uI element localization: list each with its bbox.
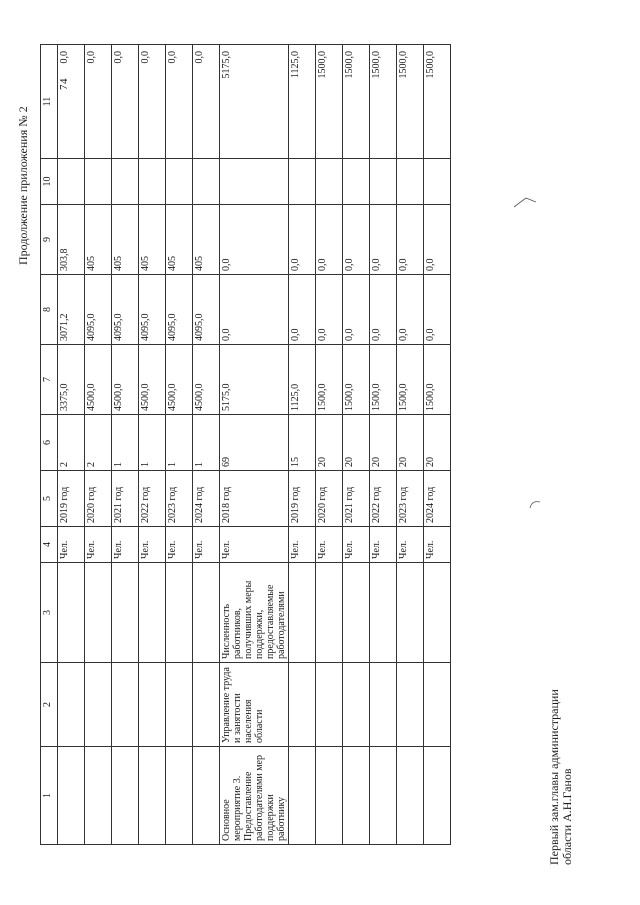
executor-cell [316,663,343,747]
executor-cell: Управление труда и занятости населения области [220,663,289,747]
table-row [112,45,139,845]
unit-cell: Чел. [58,527,85,563]
total-cell: 4500,0 [166,345,193,415]
federal-cell: 0,0 [220,275,289,345]
executor-cell [112,663,139,747]
other-cell: 0,0 [85,45,112,159]
local-cell [289,159,316,205]
pen-mark [512,190,538,210]
unit-cell: Чел. [193,527,220,563]
unit-cell: Чел. [343,527,370,563]
total-cell: 4500,0 [139,345,166,415]
count-cell: 1 [166,415,193,471]
indicator-cell [193,563,220,663]
count-cell: 15 [289,415,316,471]
header-cell: 9 [41,205,58,275]
action-cell [139,747,166,845]
local-cell [139,159,166,205]
total-cell: 5175,0 [220,345,289,415]
indicator-cell [166,563,193,663]
action-cell [397,747,424,845]
year-cell: 2024 год [424,471,451,527]
data-table [40,44,451,845]
year-cell: 2019 год [289,471,316,527]
indicator-cell [112,563,139,663]
local-cell [166,159,193,205]
other-cell: 1500,0 [343,45,370,159]
indicator-cell [370,563,397,663]
action-cell [370,747,397,845]
federal-cell: 4095,0 [193,275,220,345]
other-cell: 0,0 [166,45,193,159]
local-cell [370,159,397,205]
header-cell: 7 [41,345,58,415]
regional-cell: 0,0 [220,205,289,275]
action-cell [58,747,85,845]
federal-cell: 4095,0 [112,275,139,345]
count-cell: 2 [58,415,85,471]
other-cell: 1500,0 [316,45,343,159]
unit-cell: Чел. [397,527,424,563]
count-cell: 20 [343,415,370,471]
table-row [370,45,397,845]
regional-cell: 0,0 [424,205,451,275]
unit-cell: Чел. [112,527,139,563]
local-cell [85,159,112,205]
data-table-wrapper [40,45,451,845]
year-cell: 2022 год [370,471,397,527]
unit-cell: Чел. [424,527,451,563]
year-cell: 2022 год [139,471,166,527]
federal-cell: 4095,0 [139,275,166,345]
count-cell: 69 [220,415,289,471]
indicator-cell [139,563,166,663]
local-cell [397,159,424,205]
count-cell: 1 [193,415,220,471]
local-cell [316,159,343,205]
continuation-note: Продолжение приложения № 2 [16,106,30,265]
header-cell: 1 [41,747,58,845]
other-cell: 0,0 [193,45,220,159]
table-row [85,45,112,845]
unit-cell: Чел. [139,527,166,563]
other-cell: 1500,0 [370,45,397,159]
executor-cell [166,663,193,747]
action-cell: Основное мероприятие 3. Предоставление работодателями мер поддержки работнику [220,747,289,845]
regional-cell: 405 [112,205,139,275]
header-cell: 8 [41,275,58,345]
year-cell: 2023 год [397,471,424,527]
signature-block [548,689,574,865]
pen-mark [528,494,542,510]
regional-cell: 0,0 [289,205,316,275]
other-cell: 1500,0 [397,45,424,159]
indicator-cell: Численность работников, получивших меры поддержки, предоставляемые работодателями [220,563,289,663]
regional-cell: 0,0 [370,205,397,275]
action-cell [289,747,316,845]
action-cell [424,747,451,845]
local-cell [343,159,370,205]
table-row [139,45,166,845]
page-number: 74 [58,78,70,90]
action-cell [193,747,220,845]
federal-cell: 0,0 [316,275,343,345]
table-row [343,45,370,845]
executor-cell [193,663,220,747]
executor-cell [343,663,370,747]
signature-name: области А.Н.Ганов [560,768,574,865]
other-cell: 1500,0 [424,45,451,159]
action-cell [85,747,112,845]
header-cell: 10 [41,159,58,205]
signature-title: Первый зам.главы администрации [547,689,561,865]
count-cell: 1 [139,415,166,471]
table-header-row [41,45,58,845]
total-cell: 1125,0 [289,345,316,415]
local-cell [193,159,220,205]
other-cell: 1125,0 [289,45,316,159]
local-cell [112,159,139,205]
regional-cell: 405 [85,205,112,275]
year-cell: 2021 год [112,471,139,527]
year-cell: 2020 год [316,471,343,527]
indicator-cell [397,563,424,663]
count-cell: 2 [85,415,112,471]
header-cell: 5 [41,471,58,527]
header-cell: 11 [41,45,58,159]
federal-cell: 0,0 [397,275,424,345]
year-cell: 2019 год [58,471,85,527]
unit-cell: Чел. [85,527,112,563]
total-cell: 4500,0 [85,345,112,415]
federal-cell: 3071,2 [58,275,85,345]
action-cell [166,747,193,845]
total-cell: 1500,0 [370,345,397,415]
executor-cell [424,663,451,747]
header-cell: 6 [41,415,58,471]
federal-cell: 0,0 [343,275,370,345]
local-cell [424,159,451,205]
federal-cell: 0,0 [370,275,397,345]
federal-cell: 4095,0 [85,275,112,345]
table-row [316,45,343,845]
header-cell: 3 [41,563,58,663]
unit-cell: Чел. [166,527,193,563]
table-row [397,45,424,845]
year-cell: 2018 год [220,471,289,527]
total-cell: 1500,0 [343,345,370,415]
other-cell: 0,0 [139,45,166,159]
count-cell: 1 [112,415,139,471]
other-cell: 5175,0 [220,45,289,159]
total-cell: 1500,0 [316,345,343,415]
year-cell: 2021 год [343,471,370,527]
executor-cell [397,663,424,747]
table-row [424,45,451,845]
table-row [289,45,316,845]
total-cell: 1500,0 [397,345,424,415]
local-cell [220,159,289,205]
table-row [193,45,220,845]
table-row [166,45,193,845]
year-cell: 2020 год [85,471,112,527]
table-row [220,45,289,845]
regional-cell: 405 [139,205,166,275]
regional-cell: 0,0 [397,205,424,275]
executor-cell [85,663,112,747]
year-cell: 2023 год [166,471,193,527]
unit-cell: Чел. [289,527,316,563]
executor-cell [139,663,166,747]
regional-cell: 0,0 [316,205,343,275]
regional-cell: 0,0 [343,205,370,275]
total-cell: 3375,0 [58,345,85,415]
indicator-cell [58,563,85,663]
other-cell: 0,0 [58,45,85,159]
regional-cell: 405 [193,205,220,275]
other-cell: 0,0 [112,45,139,159]
count-cell: 20 [316,415,343,471]
executor-cell [289,663,316,747]
local-cell [58,159,85,205]
indicator-cell [424,563,451,663]
year-cell: 2024 год [193,471,220,527]
count-cell: 20 [370,415,397,471]
count-cell: 20 [397,415,424,471]
total-cell: 4500,0 [112,345,139,415]
header-cell: 4 [41,527,58,563]
federal-cell: 0,0 [424,275,451,345]
action-cell [343,747,370,845]
federal-cell: 4095,0 [166,275,193,345]
executor-cell [58,663,85,747]
regional-cell: 405 [166,205,193,275]
federal-cell: 0,0 [289,275,316,345]
indicator-cell [289,563,316,663]
action-cell [316,747,343,845]
header-cell: 2 [41,663,58,747]
indicator-cell [316,563,343,663]
total-cell: 4500,0 [193,345,220,415]
indicator-cell [343,563,370,663]
indicator-cell [85,563,112,663]
action-cell [112,747,139,845]
regional-cell: 303,8 [58,205,85,275]
count-cell: 20 [424,415,451,471]
unit-cell: Чел. [316,527,343,563]
table-row [58,45,85,845]
unit-cell: Чел. [370,527,397,563]
executor-cell [370,663,397,747]
unit-cell: Чел. [220,527,289,563]
total-cell: 1500,0 [424,345,451,415]
